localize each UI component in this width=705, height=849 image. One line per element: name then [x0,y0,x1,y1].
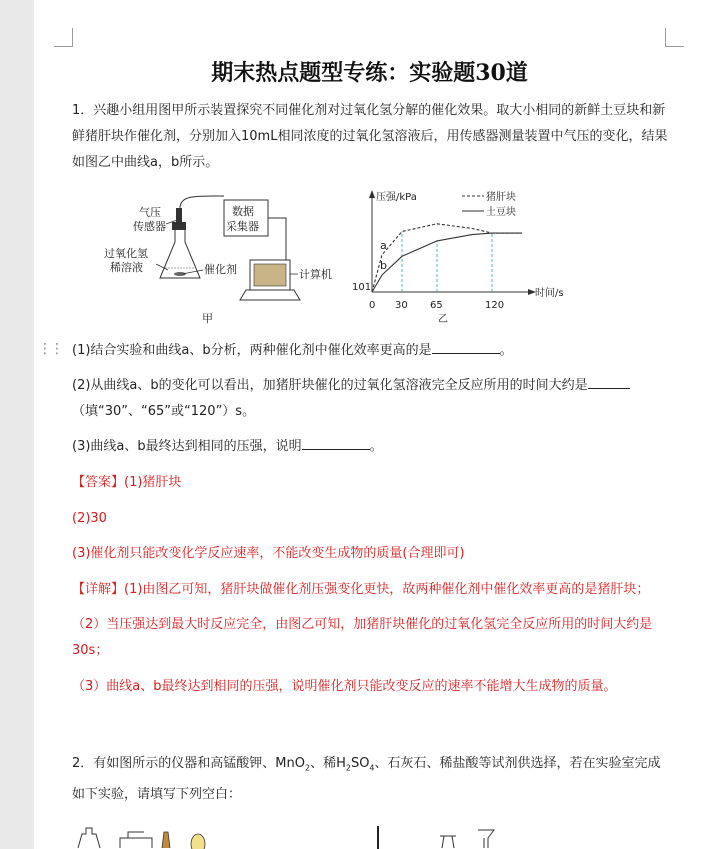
document-page [34,0,705,849]
q2-text-d: 、石灰石、稀盐酸等试剂供选择，若在实验室完成如下实验，请填写下列空白： [72,756,661,802]
label-sensor-line2: 传感器 [133,220,166,233]
label-collector-line1: 数据 [232,205,254,218]
question-1-stem: 1．兴趣小组用图甲所示装置探究不同催化剂对过氧化氢分解的催化效果。取大小相同的新鲜土豆块和新鲜猪肝块作催化剂，分别加入10mL相同浓度的过氧化氢溶液后，用传感器测量装置中气压的变化，结果如图乙中曲线a，b所示。 [72,103,668,170]
tube-icon [440,836,456,848]
funnel-icon [478,830,494,848]
series-line-b [372,233,522,292]
label-sensor-line1: 气压 [139,206,161,219]
series-label-b: b [380,258,387,272]
margin-corner-top-left [54,28,73,47]
computer-keyboard [240,290,300,300]
q2-sub-2: 2 [304,763,311,773]
answer-tag: 【答案】 [72,475,125,490]
q2-text-b: 、稀H [310,756,346,771]
apparatus-figure [104,196,332,325]
detail-tag: 【详解】 [72,582,125,597]
cable-1 [180,196,224,208]
question-2-instruments [72,826,672,849]
answer-blank-3[interactable] [302,435,370,450]
q2-sub-2b: 2 [345,763,351,773]
legend-label-b: 土豆块 [486,207,516,218]
label-collector-line2: 采集器 [226,220,259,233]
sub-question-3-end: 。 [369,439,383,454]
answer-line-1 [72,470,668,496]
caption-jia: 甲 [202,312,213,325]
drag-handle-icon[interactable]: ⋮⋮ [38,341,62,357]
sub-question-1-text: (1)结合实验和曲线a、b分析，两种催化剂中催化效率更高的是 [72,343,432,358]
chart-legend [462,190,516,218]
pressure-chart [352,190,564,325]
y-axis-label: 压强/kPa [376,192,417,203]
clamp-icon [162,832,170,848]
detail-3: （3）曲线a、b最终达到相同的压强，说明催化剂只能改变反应的速率不能增大生成物的质量。 [72,679,617,694]
y-origin-label: 101 [352,282,372,293]
flask-icon [78,828,100,848]
legend-label-a: 猪肝块 [486,192,516,203]
question-2-stem [72,751,668,808]
series-line-a [372,224,522,292]
answer-3: (3)催化剂只能改变化学反应速率，不能改变生成物的质量(合理即可) [72,546,465,561]
answer-blank-1[interactable] [432,339,500,354]
detail-2: （2）当压强达到最大时反应完全，由图乙可知，加猪肝块催化的过氧化氢完全反应所用的时间大约是30s； [72,617,653,658]
x-tick-label: 65 [430,300,443,311]
answer-blank-2[interactable] [588,374,630,389]
page-title: 期末热点题型专练：实验题30道 [211,60,528,86]
margin-corner-top-right [665,28,684,47]
series-label-a: a [380,238,387,252]
tube-apparatus-icon [120,832,152,848]
sub-question-3 [72,434,668,460]
detail-line-1 [72,577,668,603]
sub-question-1 [72,338,668,364]
sub-question-2-text: (2)从曲线a、b的变化可以看出，加猪肝块催化的过氧化氢溶液完全反应所用的时间大约是 [72,378,588,393]
q2-text-c: SO [350,756,370,771]
label-catalyst: 催化剂 [204,263,237,276]
label-solution-line1: 过氧化氢 [104,247,148,260]
sensor-probe [176,208,182,222]
sub-question-3-text: (3)曲线a、b最终达到相同的压强，说明 [72,439,302,454]
cable-2 [268,218,286,264]
catalyst-piece [174,272,186,276]
detail-1: (1)由图乙可知，猪肝块做催化剂压强变化更快，故两种催化剂中催化效率更高的是猪肝块； [124,582,650,597]
x-axis-label: 时间/s [535,288,564,299]
sub-question-1-end: 。 [499,343,513,358]
q2-sub-4: 4 [369,763,375,773]
q2-text-a: 2．有如图所示的仪器和高锰酸钾、MnO [72,756,305,771]
x-tick-label: 30 [395,300,408,311]
answer-1: (1)猪肝块 [124,475,182,490]
label-solution-line2: 稀溶液 [110,261,143,274]
caption-yi: 乙 [438,314,448,325]
sub-question-2-end: （填“30”、“65”或“120”）s。 [72,404,256,419]
question-1-figure [64,186,584,326]
stopper [172,222,186,230]
label-computer: 计算机 [299,268,332,281]
lamp-icon [191,834,205,849]
conical-flask [160,230,200,278]
sub-question-2 [72,373,668,425]
x-tick-label: 0 [369,300,376,311]
x-tick-label: 120 [485,300,505,311]
answer-2: (2)30 [72,511,107,526]
